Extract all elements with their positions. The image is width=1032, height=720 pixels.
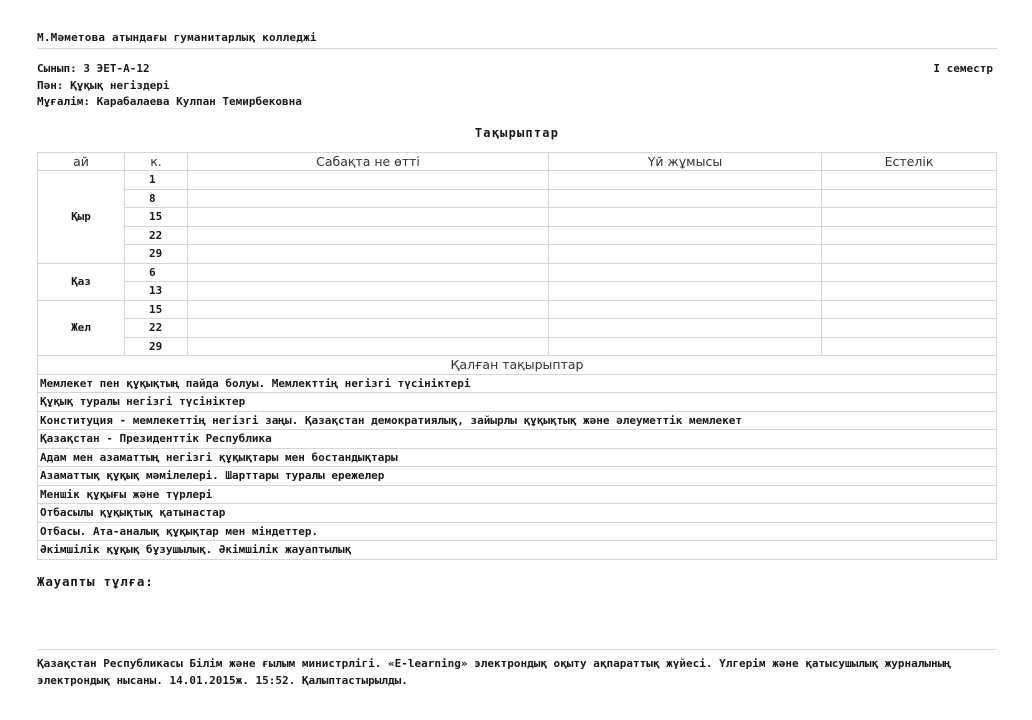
notes-cell: [822, 300, 997, 319]
topic-row: [38, 374, 997, 393]
college-name: М.Мәметова атындағы гуманитарлық колледжі: [37, 31, 997, 49]
table-row: [38, 263, 997, 282]
remaining-header-row: [38, 356, 997, 375]
homework-cell: [549, 189, 822, 208]
topic-row: [38, 430, 997, 449]
month-cell: Қаз: [38, 263, 125, 300]
homework-cell: [549, 208, 822, 227]
topic-item: Адам мен азаматтың негізгі құқықтары мен бостандықтары: [38, 448, 997, 467]
topic-item: Конституция - мемлекеттің негізгі заңы. Қазақстан демократиялық, зайырлы құқықтық және әлеуметтік мемлекет: [38, 411, 997, 430]
homework-cell: [549, 282, 822, 301]
homework-cell: [549, 226, 822, 245]
lessons-table: [37, 152, 997, 560]
lesson-cell: [188, 282, 549, 301]
homework-cell: [549, 319, 822, 338]
lesson-cell: [188, 226, 549, 245]
subject-line: Пән: Құқық негіздері: [37, 78, 170, 92]
month-cell: Жел: [38, 300, 125, 356]
homework-cell: [549, 337, 822, 356]
table-row: [38, 189, 997, 208]
notes-cell: [822, 263, 997, 282]
day-cell: 6: [125, 263, 188, 282]
lesson-cell: [188, 171, 549, 190]
day-cell: 15: [125, 208, 188, 227]
table-row: [38, 171, 997, 190]
day-cell: 8: [125, 189, 188, 208]
topic-item: Әкімшілік құқық бұзушылық. Әкімшілік жауаптылық: [38, 541, 997, 560]
day-cell: 1: [125, 171, 188, 190]
topic-row: [38, 504, 997, 523]
col-homework: Үй жұмысы: [549, 152, 822, 171]
homework-cell: [549, 300, 822, 319]
journal-info: [37, 62, 997, 112]
remaining-topics-header: Қалған тақырыптар: [38, 356, 997, 375]
notes-cell: [822, 189, 997, 208]
topic-row: [38, 411, 997, 430]
footer-note: Қазақстан Республикасы Білім және ғылым министрлігі. «E-learning» электрондық оқыту ақпараттық жүйесі. Үлгерім және қатысушылық журналының электрондық нысаны. 14.01.2015ж. 15:52. Қалыптастырылды.: [37, 649, 997, 689]
topic-row: [38, 393, 997, 412]
notes-cell: [822, 226, 997, 245]
topic-item: Азаматтық құқық мәмілелері. Шарттары туралы ережелер: [38, 467, 997, 486]
lesson-cell: [188, 208, 549, 227]
day-cell: 15: [125, 300, 188, 319]
col-day: к.: [125, 152, 188, 171]
day-cell: 13: [125, 282, 188, 301]
day-cell: 22: [125, 226, 188, 245]
notes-cell: [822, 208, 997, 227]
col-notes: Естелік: [822, 152, 997, 171]
page-title: Тақырыптар: [474, 125, 560, 140]
notes-cell: [822, 282, 997, 301]
topic-row: [38, 485, 997, 504]
notes-cell: [822, 171, 997, 190]
table-row: [38, 226, 997, 245]
day-cell: 29: [125, 245, 188, 264]
table-row: [38, 282, 997, 301]
lesson-cell: [188, 337, 549, 356]
topic-item: Құқық туралы негізгі түсініктер: [38, 393, 997, 412]
lesson-cell: [188, 189, 549, 208]
topic-item: Қазақстан - Президенттік Республика: [38, 430, 997, 449]
lesson-cell: [188, 300, 549, 319]
table-row: [38, 245, 997, 264]
homework-cell: [549, 245, 822, 264]
homework-cell: [549, 171, 822, 190]
col-month: ай: [38, 152, 125, 171]
topic-row: [38, 541, 997, 560]
table-row: [38, 300, 997, 319]
notes-cell: [822, 245, 997, 264]
topic-row: [38, 448, 997, 467]
responsible-person-label: Жауапты тұлға:: [37, 573, 154, 589]
notes-cell: [822, 319, 997, 338]
notes-cell: [822, 337, 997, 356]
semester-label: I семестр: [933, 62, 993, 75]
table-header-row: [38, 152, 997, 171]
topic-item: Отбасы. Ата-аналық құқықтар мен міндеттер.: [38, 522, 997, 541]
topic-item: Меншік құқығы және түрлері: [38, 485, 997, 504]
day-cell: 29: [125, 337, 188, 356]
day-cell: 22: [125, 319, 188, 338]
topic-item: Отбасылы құқықтық қатынастар: [38, 504, 997, 523]
teacher-line: Мұғалім: Карабалаева Кулпан Темирбековна: [37, 95, 302, 108]
topic-item: Мемлекет пен құқықтың пайда болуы. Мемлекттің негізгі түсініктері: [38, 374, 997, 393]
col-lesson: Сабақта не өтті: [188, 152, 549, 171]
table-row: [38, 337, 997, 356]
table-row: [38, 208, 997, 227]
lesson-cell: [188, 263, 549, 282]
table-row: [38, 319, 997, 338]
topic-row: [38, 522, 997, 541]
journal-page: [37, 31, 997, 589]
topic-row: [38, 467, 997, 486]
lesson-cell: [188, 245, 549, 264]
month-cell: Қыр: [38, 171, 125, 264]
lesson-cell: [188, 319, 549, 338]
homework-cell: [549, 263, 822, 282]
group-line: Сынып: 3 ЭЕТ-А-12: [37, 62, 150, 75]
